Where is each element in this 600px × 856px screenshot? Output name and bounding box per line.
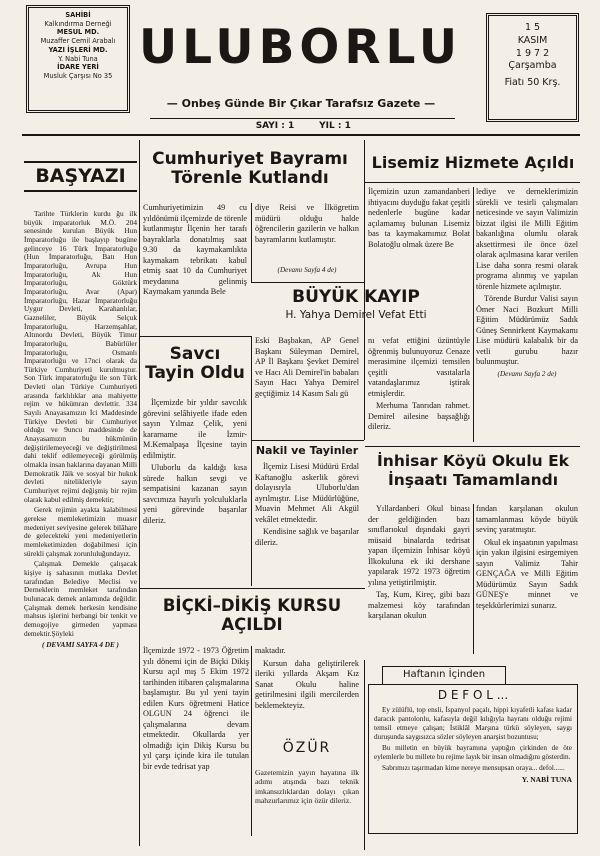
lise-continued: (Devamı Sayfa 2 de) xyxy=(497,369,557,378)
inhisar-paragraph: fından karşılanan okulun tamamlanması köyde büyük sevinç yaratmıştır. xyxy=(476,504,578,534)
newspaper-title: ULUBORLU xyxy=(138,20,462,75)
cumhuriyet-col2: diye Reisi ve İlkögretim müdürü olduğu halde öğrencilerin gazilerin ve halkın bayramlarını kutlamıştır. xyxy=(255,203,359,244)
editorial-title: BAŞYAZI xyxy=(24,161,137,192)
cumhuriyet-continued: (Devamı Sayfa 4 de) xyxy=(277,266,337,274)
publisher-line: Musluk Çarşısı No 35 xyxy=(43,71,113,80)
publisher-line: Y. Nabi Tuna xyxy=(58,54,98,63)
haftanin-author: Y. NABİ TUNA xyxy=(521,775,572,785)
savci-paragraph: Uluborlu da kaldığı kısa sürede halkın sevgi ve sempatisini kazanan sayın savcımıza hayırlı yolculuklarla yeni görevinde başarılar dileriz. xyxy=(143,463,247,525)
editorial-paragraph: Gerek rejimin ayakta kalabilmesi gerekse memleketimizin muasır medeniyet seviyesine gelerek bilâhare de gelecekteki yeni medeniyetlerin memleketimizden doğabilmesi için sürekli çalışmak zorunluluğundayız. xyxy=(24,505,137,558)
section-rule xyxy=(252,282,364,283)
haftanin-box xyxy=(368,684,578,834)
kayip-subheadline: H. Yahya Demirel Vefat Etti xyxy=(285,309,427,321)
cumhuriyet-headline: Cumhuriyet Bayramı Törenle Kutlandı xyxy=(152,149,348,188)
haftanin-tab-label: Haftanın İçinden xyxy=(402,669,486,680)
publisher-line: SAHİBİ xyxy=(65,11,91,19)
bicki-paragraph: maktadır. xyxy=(255,646,286,655)
haftanin-paragraph: Ey zülüflü, top ensli, İspanyol paçalı, hippi kıyafetli kafası kadar daracık pantolonlu, kafasıyla değil kılığıyla hayranı olduğu rejimi temsil etmeye çalışan; İstiklâl Marşına türkü söyleyen, saygı duruşunda saygısızca sözler söyleyen anarşist bozuntusu; xyxy=(374,706,572,742)
date-box xyxy=(486,13,579,122)
column-divider xyxy=(473,504,474,654)
bicki-paragraph: Kursun daha geliştirilerek ileriki yıllarda Akşam Kız Sanat Okulu haline getirilmesini ilgili mercilerden beklemekteyiz. xyxy=(255,658,359,710)
inhisar-col1 xyxy=(368,504,470,622)
haftanin-tab xyxy=(382,666,506,685)
inhisar-paragraph: Yıllardanberi Okul binası der geldiğinden bazı sınıflarıokul dışındaki gayri müsaid binalarda tedrisat yapan ilçemizin İnhisar köyü İlkokuluna ek iki dershane yapılarak 1972 1973 öğretim yılına yetiştirilmiştir. xyxy=(368,504,470,587)
column-divider xyxy=(251,336,252,586)
lise-col1-cont xyxy=(368,336,470,433)
column-divider xyxy=(251,646,252,836)
section-rule xyxy=(140,336,252,337)
haftanin-paragraph: Bu milletin en büyük bayramına yaptığın çirkinden de öte eylemlerle bu millete bu rejime layık bir insan olmadığını gösterdin. xyxy=(374,744,572,762)
lise-headline: Lisemiz Hizmete Açıldı xyxy=(371,153,575,172)
column-divider xyxy=(473,187,474,442)
cumhuriyet-col1: Cumhuriyetimizin 49 cu yıldönümü ilçemizde de törenle kutlanmıştır İlçenin her tarafı bayraklarla donatılmış saat 9.30 da kaymakamlıkta kaymakam tebrikatı kabul etmiş saat 10 da Cumhuriyet meydanına gelinmiş Kaymakam yanında Bele xyxy=(143,203,247,296)
editorial-paragraph: Tarihte Türklerin kurdu ğu ilk büyük imparatorluk M.Ö. 204 senesinde kurulan Büyük Hun İmparatorluğu ile başlayıp bugüne gelinceye 16 Türk İmparatorluğu (Hun İmparatorluğu, Batı Hun İmparatorluğu, Avrupa Hun İmparatorluğu, Ak Hun İmparatorluğu, Göktürk İmparatorluğu, Avar (Apar) İmparatorluğu, Hazar İmparatorluğu Uygur Devleti, Karahanlılar, Gazneliler, Büyük Selçuk İmparatorluğu, Harzemşahlar, Altınordu Devleti, Büyük Timur İmparatorluğu, Babürlüler İmparatorluğu, Osmanlı İmparatorluğu ve 17nci olarak da Türkiye Cumhuriyeti kurulmuştur. Son Türk imparatorluğu ile son Türk Devleti olan Türkiye Cumhuriyeti arasında farklılıklar ana mahiyette rejim ve hükümran devlettir. 334 Sayılı Anayasamızın İci Maddesinde Türkiye Devleti bir Cumhuriyet olduğu ve 9uncu maddesinde de Anayasamızın bu hükmünün değiştirilemeyeceği ve değiştirilmesi dahi teklif edilemeyeceği görülmüş olmakla insan haklarına dayanan Milli Demokratik Jâik ve sosyal bir hukuk devleti nitelikleriyle sayın Cumhuriyet rejimi değişmiş bir rejim olarak kabul edilmiş demektir; xyxy=(24,209,137,504)
date-month: KASIM xyxy=(517,34,548,46)
issue-number: SAYI : 1 xyxy=(255,121,295,131)
column-divider xyxy=(139,140,140,846)
column-divider xyxy=(251,203,252,283)
publisher-line: Kalkındırma Derneği xyxy=(44,19,112,28)
publisher-box xyxy=(26,5,130,113)
date-day: 1 5 xyxy=(524,22,541,33)
newspaper-slogan: — Onbeş Günde Bir Çıkar Tarafsız Gazete — xyxy=(166,97,436,110)
publisher-line: MESUL MD. xyxy=(56,28,100,37)
section-rule xyxy=(365,182,580,183)
masthead-rule xyxy=(150,118,455,119)
haftanin-title: D E F O L ... xyxy=(437,688,509,702)
inhisar-paragraph: Okul ek inşaatının yapılması için yakın ilgisini esirgemiyen sayın Valimiz Tahir GENÇAĞA ve Milli Eğitim Müdürümüz Sayın Sadık GÜNEŞ'e minnet ve teşekkürlerimizi sunarız. xyxy=(476,537,578,610)
savci-headline: Savcı Tayin Oldu xyxy=(145,344,245,383)
publisher-line: Muzaffer Cemil Arabalı xyxy=(40,37,116,46)
bicki-col1: İlçemizde 1972 - 1973 Öğretim yılı dönemi için de Biçki Dikiş Kursu açıl mış 5 Ekim 1972 tarihinden itibaren çalışmalarına başlamıştır. Bu yıl yeni tayin edilen Kurs öğretmeni Hatice OLGUN 24 öğrenci ile çalışmalarına devam etmektedir. Okullarda yer olmadığı için Dikiş Kursu bu yıl çarşı içinde kira ile tutulan bir evde tedrisat yap xyxy=(143,646,249,771)
bicki-col2 xyxy=(255,646,359,711)
section-rule xyxy=(252,440,364,441)
date-weekday: Çarşamba xyxy=(508,60,557,72)
nakil-paragraph: Kendisine sağlık ve başarılar dileriz. xyxy=(255,527,359,547)
savci-paragraph: İlçemizde bir yıldır savcılık görevini selâhiyetle ifade eden sayın Yılmaz Çelik, yeni kararname ile İzmir-M.Kemalpaşa İlçesine tayin edilmiştir. xyxy=(143,398,247,460)
section-rule xyxy=(140,588,365,589)
publisher-line: YAZI İŞLERİ MD. xyxy=(48,45,108,54)
ozur-headline: ÖZÜR xyxy=(282,740,332,756)
editorial-paragraph: Çalışmak Demekle çalışacak kişiye iş sahasının mutlaka Devlet tarafından Belediye Meclisi ve Derneklerin memleket tarafından bulunacak demek anlamında değildir. Çalışmak demek herkesin kendisine mahsus işlerini herbangi bir tenkit ve demogojiye girmeden yapması demektir.Şöyleki xyxy=(24,559,137,638)
lise-paragraph: nı vefat ettiğini üzüntüyle öğrenmiş bulunuyoruz Cenaze merasimine ilçemizi temsilen çeşitli vasıtalarla vatandaşlarımız iştirak etmişlerdir. xyxy=(368,336,470,398)
ozur-body: Gazetemizin yayın hayatına ilk adımı atışında bazı teknik imkansızlıklardan dolayı çıkan mahzurlarımız için özür dileriz. xyxy=(255,768,359,806)
inhisar-col2 xyxy=(476,504,578,611)
kayip-headline: BÜYÜK KAYIP xyxy=(292,287,420,307)
lise-paragraph: lediye ve derneklerimizin sürekli ve tesirli çalışmaları neticesinde ve sayın Valimizin bizzat ilgisi ile Milli Eğitim bakanlığına olumlu olarak aksettirmesi ile önce özel olarak açılmasına karar verilen Lise daha sonra resmi olarak programa alınmış ve yapılan törenle hizmete açılmıştır. xyxy=(476,187,578,291)
lise-paragraph: Merhuma Tanrıdan rahmet. Demirel ailesine başsağlığı dileriz. xyxy=(368,401,470,431)
editorial-continued: ( DEVAMI SAYFA 4 DE ) xyxy=(42,641,119,650)
lise-col1: İlçemizin uzun zamandanberi ihtiyacını duyduğu fakat çeşitli nedenlerle bugüne kadar açılamamış bulunan Lisemiz bas ta kaymakamımız Bolat Bolatoğlu olmak üzere Be xyxy=(368,187,470,249)
volume-year: YIL : 1 xyxy=(319,121,351,131)
kayip-body: Eski Başbakan, AP Genel Başkanı Süleyman Demirel, AP İl Başkanı Şevket Demirel ve Hacı Ali Demirel'in babaları Sayın Hacı Yahya Demirel geçtiğimiz 14 Kasım Salı gü xyxy=(255,336,359,398)
section-rule xyxy=(365,446,580,447)
inhisar-paragraph: Taş, Kum, Kireç, gibi bazı malzemesi köy tarafından karşılanan okulun xyxy=(368,590,470,620)
lise-paragraph: Törende Burdur Valisi sayın Ömer Naci Bozkurt Milli Eğitim Müdürümüz Sadık Güneş Sennirkent Kaymakamı Lise müdürü kalabalık bir da vetli gurubu hazır bulunmuştur. xyxy=(476,294,578,366)
haftanin-paragraph: Sabrımızı taşırmadan kime nereye mensupsan oraya... defol...... xyxy=(382,764,565,773)
nakil-body xyxy=(255,462,359,548)
lise-col2 xyxy=(476,187,578,378)
editorial-body xyxy=(24,210,137,649)
price: Fiatı 50 Krş. xyxy=(504,77,561,89)
savci-body xyxy=(143,398,247,526)
inhisar-headline: İnhisar Köyü Okulu Ek İnşaatı Tamamlandı xyxy=(377,452,569,489)
masthead-separator xyxy=(22,134,580,136)
nakil-paragraph: İlçemiz Lisesi Müdürü Erdal Kaftanoğlu askerlik görevi dolayısıyla Uluborlu'dan ayrılmıştır. Lise Müdürlüğüne, Muavin Mehmet Ali Akgül vekâlet etmektedir. xyxy=(255,462,359,524)
date-year: 1 9 7 2 xyxy=(515,47,550,59)
column-divider xyxy=(364,660,365,850)
bicki-headline: BİÇKİ–DİKİŞ KURSU AÇILDI xyxy=(162,596,342,635)
nakil-headline: Nakil ve Tayinler xyxy=(255,444,359,457)
publisher-line: İDARE YERİ xyxy=(57,63,99,72)
